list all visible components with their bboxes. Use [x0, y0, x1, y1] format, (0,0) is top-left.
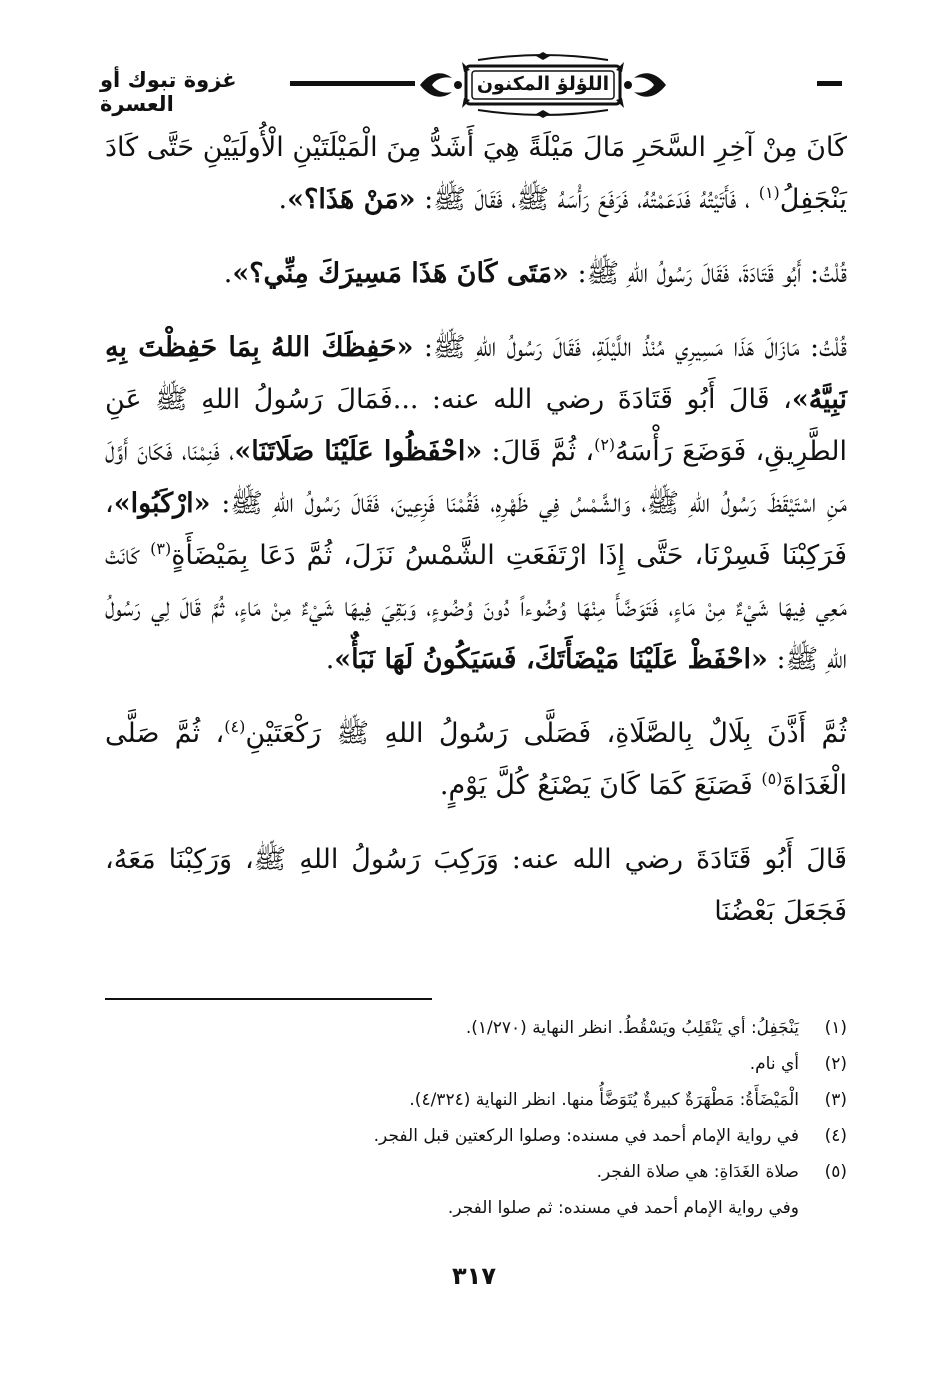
text-run: قُلْتُ: مَازَالَ هَذَا مَسِيرِي مُنْذُ اللَّيْلَةِ، فَقَالَ رَسُولُ اللهِ ﷺ: [423, 332, 848, 363]
footnote-ref-2: (٢) [594, 435, 616, 454]
footnote-number: (٤) [824, 1126, 847, 1146]
hadith-quote: «حَفِظَكَ اللهُ بِمَا حَفِظْتَ بِهِ نَبِيَّهُ» [105, 332, 847, 415]
paragraph-2 [105, 248, 847, 300]
hadith-quote: «مَنْ هَذَا؟» [287, 184, 416, 215]
footnote-text: وفي رواية الإمام أحمد في مسنده: ثم صلوا الفجر. [447, 1198, 799, 1218]
paragraph-3 [105, 322, 847, 686]
text-run: ثُمَّ أَذَّنَ بِلَالٌ بِالصَّلَاةِ، فَصَلَّى رَسُولُ اللهِ ﷺ رَكْعَتَيْنِ [245, 718, 848, 749]
footnote-5-continuation [105, 1190, 847, 1226]
text-run: فَصَنَعَ كَمَا كَانَ يَصْنَعُ كُلَّ يَوْمٍ. [439, 770, 753, 801]
footnote-1 [105, 1010, 847, 1046]
footnote-ref-5: (٥) [761, 769, 783, 788]
text-run: كَانَ مِنْ آخِرِ السَّحَرِ مَالَ مَيْلَةً هِيَ أَشَدُّ مِنَ الْمَيْلَتَيْنِ الْأُولَيَيْنِ حَتَّى كَادَ يَنْجَفِلُ [105, 132, 847, 215]
footnote-number: (٥) [824, 1162, 847, 1182]
paragraph-5 [105, 834, 847, 938]
text-run: ، ثُمَّ صَلَّى الْغَدَاةَ [105, 718, 847, 801]
footnote-2 [105, 1046, 847, 1082]
hadith-quote: «احْفَظْ عَلَيْنَا مَيْضَأَتَكَ، فَسَيَكُونُ لَهَا نَبَأٌ» [334, 644, 768, 675]
running-header [100, 50, 850, 122]
chapter-title: غزوة تبوك أو العسرة [100, 68, 237, 116]
text-run: قُلْتُ: أَبُو قَتَادَةَ، فَقَالَ رَسُولُ اللهِ ﷺ: [577, 258, 847, 289]
footnote-text: صلاة الغَدَاةِ: هي صلاة الفجر. [596, 1162, 799, 1182]
text-run: قَالَ أَبُو قَتَادَةَ رضي الله عنه: وَرَكِبَ رَسُولُ اللهِ ﷺ، وَرَكِبْنَا مَعَهُ، فَجَعَلَ بَعْضُنَا [105, 844, 847, 927]
hadith-quote: «احْفَظُوا عَلَيْنَا صَلَاتَنَا» [234, 436, 483, 467]
footnote-number: (٣) [824, 1090, 847, 1110]
book-title: اللؤلؤ المكنون [476, 73, 610, 95]
text-run: ، ثُمَّ قَالَ: [491, 436, 595, 467]
paragraph-1 [105, 122, 847, 226]
footnote-text: يَنْجَفِلُ: أي يَنْقَلِبُ ويَسْقُطُ. انظر النهاية (١/٢٧٠). [465, 1018, 799, 1038]
footnote-4 [105, 1118, 847, 1154]
footnote-number: (٢) [824, 1054, 847, 1074]
text-run: ، فَأَتَيْتُهُ فَدَعَمْتُهُ، فَرَفَعَ رَأْسَهُ ﷺ، فَقَالَ ﷺ: [424, 184, 751, 215]
hadith-quote: «مَتَى كَانَ هَذَا مَسِيرَكَ مِنِّي؟» [232, 258, 569, 289]
footnote-separator [105, 998, 432, 1000]
footnote-ref-1: (١) [758, 183, 780, 202]
text-run: ، فَرَكِبْنَا فَسِرْنَا، حَتَّى إِذَا ارْتَفَعَتِ الشَّمْسُ نَزَلَ، ثُمَّ دَعَا بِمَيْضَأَةٍ [105, 488, 847, 571]
footnote-ref-3: (٣) [150, 539, 172, 558]
text-run: . [278, 184, 288, 215]
text-run: . [325, 644, 335, 675]
text-run: كَانَتْ مَعِي فِيهَا شَيْءٌ مِنْ مَاءٍ، فَتَوَضَّأَ مِنْهَا وُضُوءاً دُونَ وُضُوءٍ، وَبَقِيَ فِيهَا شَيْءٌ مِنْ مَاءٍ، ثُمَّ قَالَ لِي رَسُولُ اللهِ ﷺ: [105, 540, 847, 675]
text-run: ، فَنِمْنَا، فَكَانَ أَوَّلَ مَنِ اسْتَيْقَظَ رَسُولُ اللهِ ﷺ، وَالشَّمْسُ فِي ظَهْرِهِ، فَقُمْنَا فَزِعِينَ، فَقَالَ رَسُولُ اللهِ ﷺ: [105, 436, 847, 519]
page-number: ٣١٧ [452, 1262, 496, 1290]
footnotes [105, 1010, 847, 1226]
text-run: . [223, 258, 233, 289]
footnote-5 [105, 1154, 847, 1190]
footnote-number: (١) [824, 1018, 847, 1038]
header-rule-left [290, 81, 415, 86]
book-title-ornament [418, 52, 668, 118]
text-run: ، قَالَ أَبُو قَتَادَةَ رضي الله عنه: ...فَمَالَ رَسُولُ اللهِ ﷺ عَنِ الطَّرِيقِ، فَوَضَعَ رَأْسَهُ [105, 384, 848, 467]
hadith-quote: «ارْكَبُوا» [113, 488, 211, 519]
paragraph-4 [105, 708, 847, 812]
main-text [105, 122, 847, 960]
footnote-text: في رواية الإمام أحمد في مسنده: وصلوا الركعتين قبل الفجر. [373, 1126, 799, 1146]
footnote-ref-4: (٤) [224, 717, 246, 736]
footnote-3 [105, 1082, 847, 1118]
header-rule-right [817, 81, 842, 86]
footnote-text: الْمَيْضَأَةُ: مَطْهَرَةٌ كبيرةٌ يُتَوَضَّأُ منها. انظر النهاية (٤/٣٢٤). [409, 1090, 799, 1110]
footnote-text: أي نام. [749, 1054, 799, 1074]
